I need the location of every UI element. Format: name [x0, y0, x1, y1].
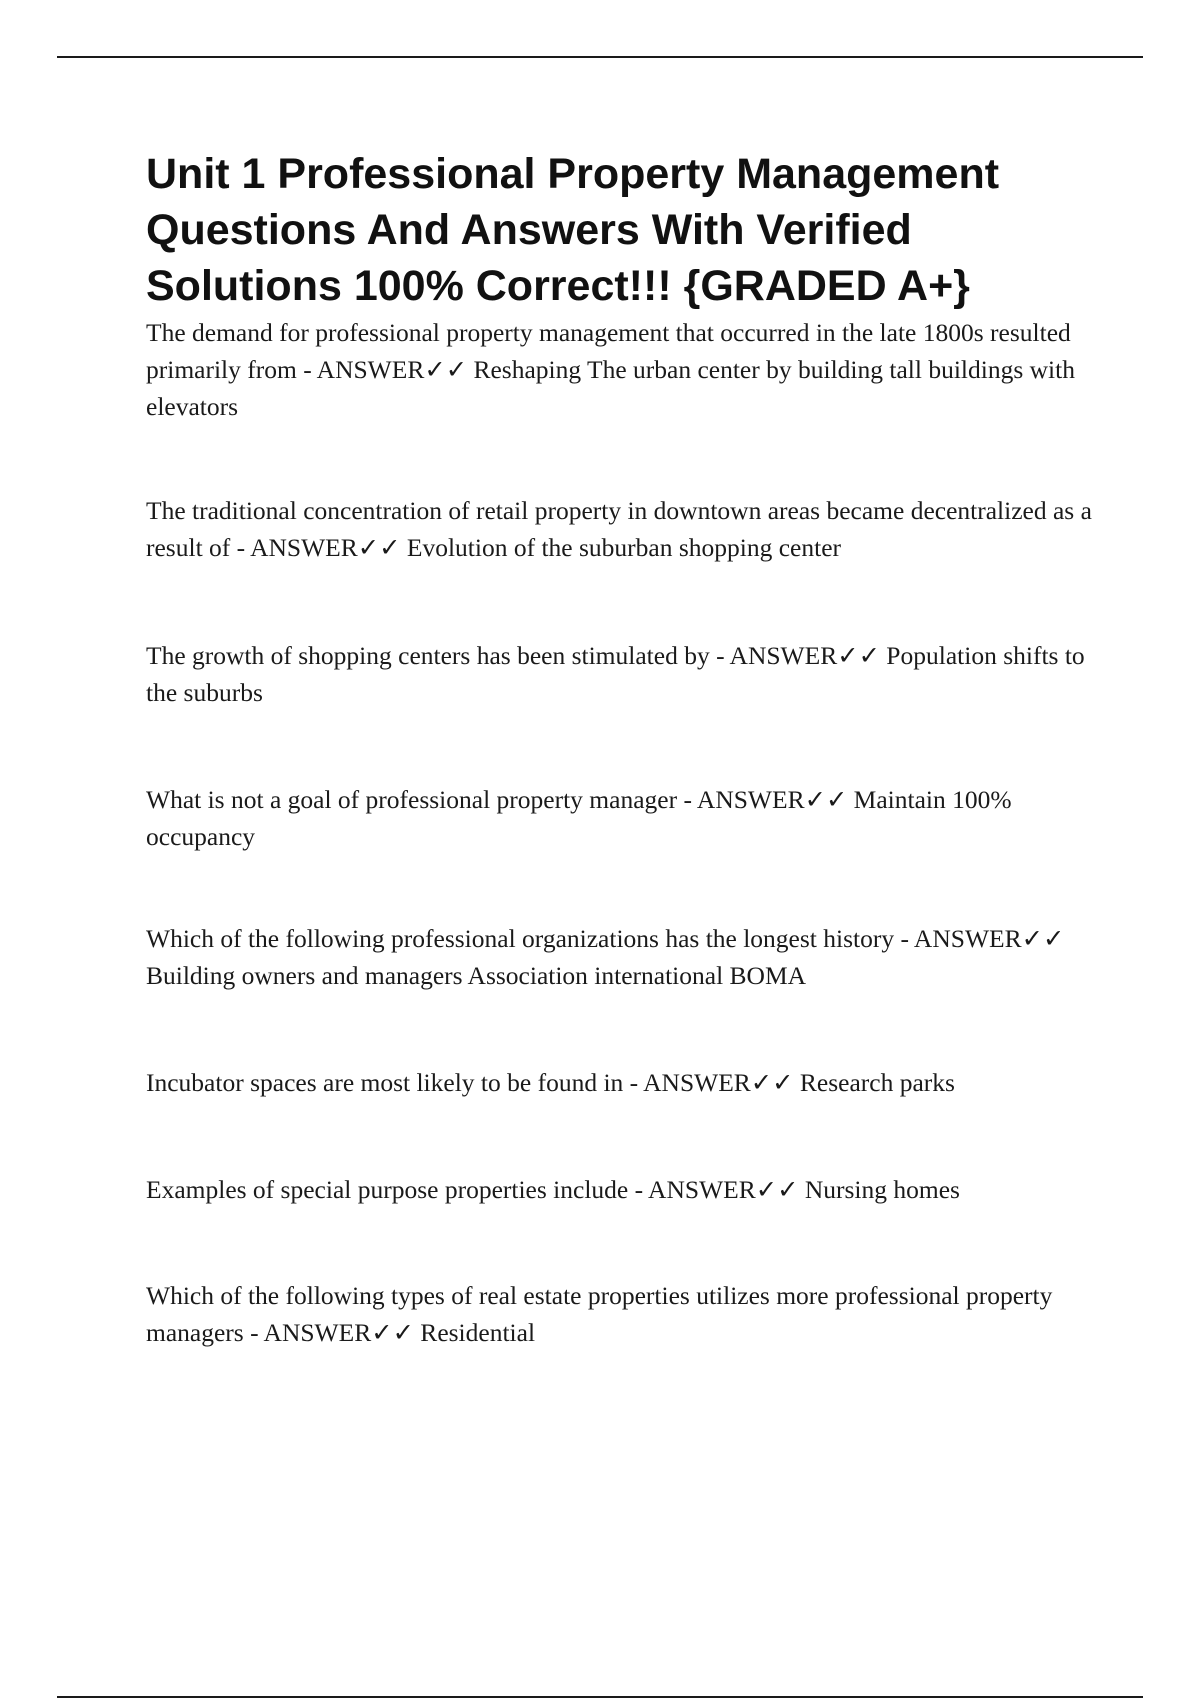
qa-item: The demand for professional property management that occurred in the late 1800s resulted primarily from - ANSWER✓✓ Reshaping The urban center by building tall buildings with elevators: [146, 318, 1075, 421]
footer-divider: [57, 1696, 1143, 1698]
qa-item: Incubator spaces are most likely to be found in - ANSWER✓✓ Research parks: [146, 1068, 955, 1097]
qa-item: Which of the following types of real estate properties utilizes more professional property managers - ANSWER✓✓ Residential: [146, 1281, 1053, 1347]
qa-item: What is not a goal of professional property manager - ANSWER✓✓ Maintain 100% occupancy: [146, 785, 1012, 851]
document-body: [146, 146, 1106, 1351]
qa-item: The growth of shopping centers has been stimulated by - ANSWER✓✓ Population shifts to the suburbs: [146, 641, 1085, 707]
qa-item: Examples of special purpose properties include - ANSWER✓✓ Nursing homes: [146, 1175, 960, 1204]
qa-item: The traditional concentration of retail property in downtown areas became decentralized as a result of - ANSWER✓✓ Evolution of the suburban shopping center: [146, 496, 1092, 562]
header-divider: [57, 56, 1143, 58]
document-title: Unit 1 Professional Property Management Questions And Answers With Verified Solutions 100% Correct!!! {GRADED A+}: [146, 150, 1000, 310]
qa-item: Which of the following professional organizations has the longest history - ANSWER✓✓ Building owners and managers Association international BOMA: [146, 924, 1065, 990]
